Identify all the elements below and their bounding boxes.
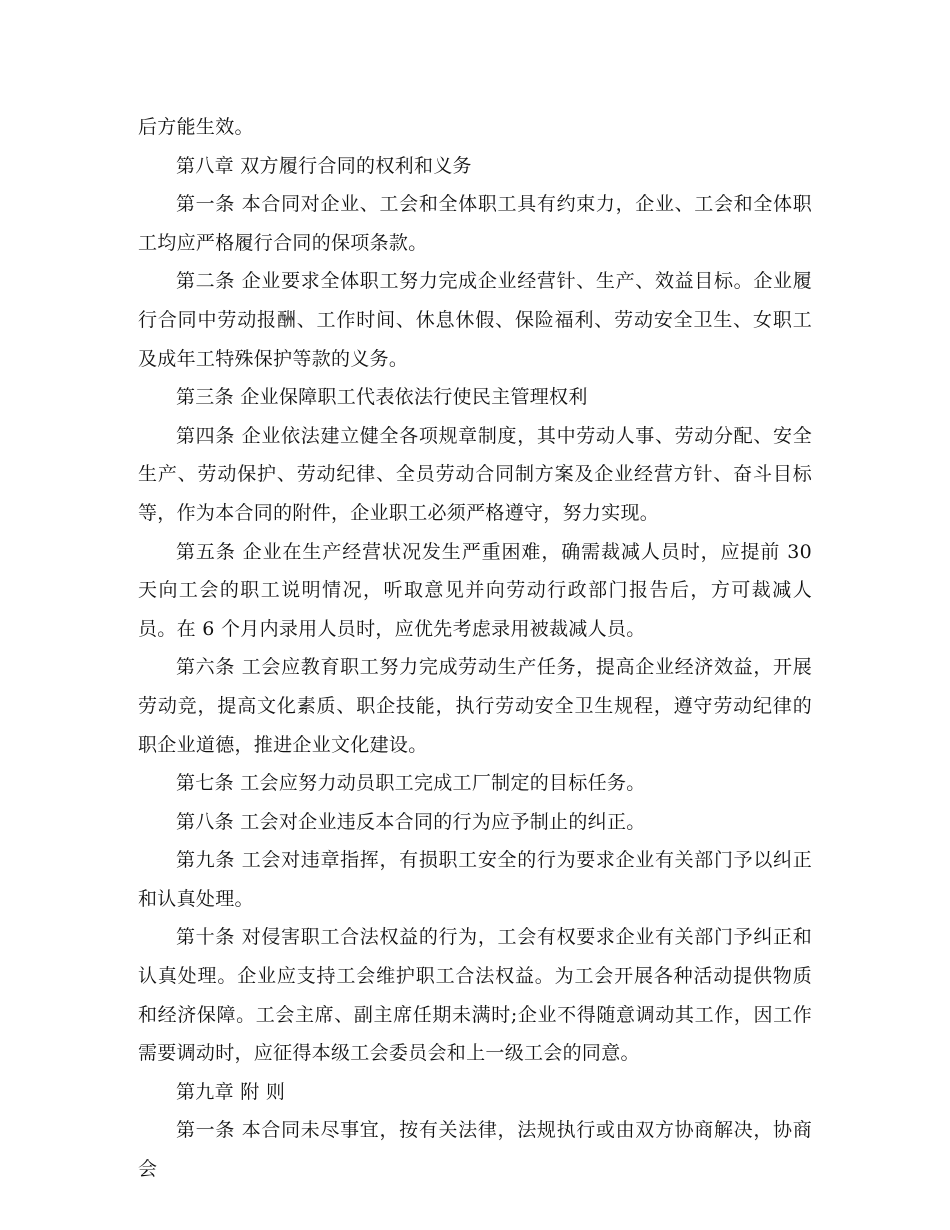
chapter-heading: 第八章 双方履行合同的权利和义务 xyxy=(176,154,472,177)
paragraph: 第三条 企业保障职工代表依法行使民主管理权利 xyxy=(176,386,588,409)
chapter-heading: 第九章 附 则 xyxy=(176,1080,286,1103)
paragraph: 第七条 工会应努力动员职工完成工厂制定的目标任务。 xyxy=(176,772,646,795)
paragraph: 后方能生效。 xyxy=(138,116,254,138)
paragraph: 第六条 工会应教育职工努力完成劳动生产任务，提高企业经济效益，开展劳动竞，提高文化素质、职企技能，执行劳动安全卫生规程，遵守劳动纪律的职企业道德，推进企业文化建设。 xyxy=(138,656,812,756)
paragraph: 第二条 企业要求全体职工努力完成企业经营针、生产、效益目标。企业履行合同中劳动报酬、工作时间、休息休假、保险福利、劳动安全卫生、女职工及成年工特殊保护等款的义务。 xyxy=(138,270,812,370)
paragraph: 第五条 企业在生产经营状况发生严重困难，确需裁减人员时，应提前 30 天向工会的职工说明情况，听取意见并向劳动行政部门报告后，方可裁减人员。在 6 个月内录用人员时，应优先考虑录用被裁减人员。 xyxy=(138,540,812,640)
document-body xyxy=(138,108,812,1189)
paragraph: 第四条 企业依法建立健全各项规章制度，其中劳动人事、劳动分配、安全生产、劳动保护、劳动纪律、全员劳动合同制方案及企业经营方针、奋斗目标等，作为本合同的附件，企业职工必须严格遵守，努力实现。 xyxy=(138,424,812,524)
paragraph: 第十条 对侵害职工合法权益的行为，工会有权要求企业有关部门予纠正和认真处理。企业应支持工会维护职工合法权益。为工会开展各种活动提供物质和经济保障。工会主席、副主席任期未满时;企业不得随意调动其工作，因工作需要调动时，应征得本级工会委员会和上一级工会的同意。 xyxy=(138,926,812,1065)
paragraph: 第八条 工会对企业违反本合同的行为应予制止的纠正。 xyxy=(176,810,646,833)
paragraph: 第九条 工会对违章指挥，有损职工安全的行为要求企业有关部门予以纠正和认真处理。 xyxy=(138,849,812,910)
paragraph: 第一条 本合同对企业、工会和全体职工具有约束力，企业、工会和全体职工均应严格履行合同的保项条款。 xyxy=(138,193,812,254)
paragraph: 第一条 本合同未尽事宜，按有关法律，法规执行或由双方协商解决，协商会 xyxy=(138,1119,812,1181)
